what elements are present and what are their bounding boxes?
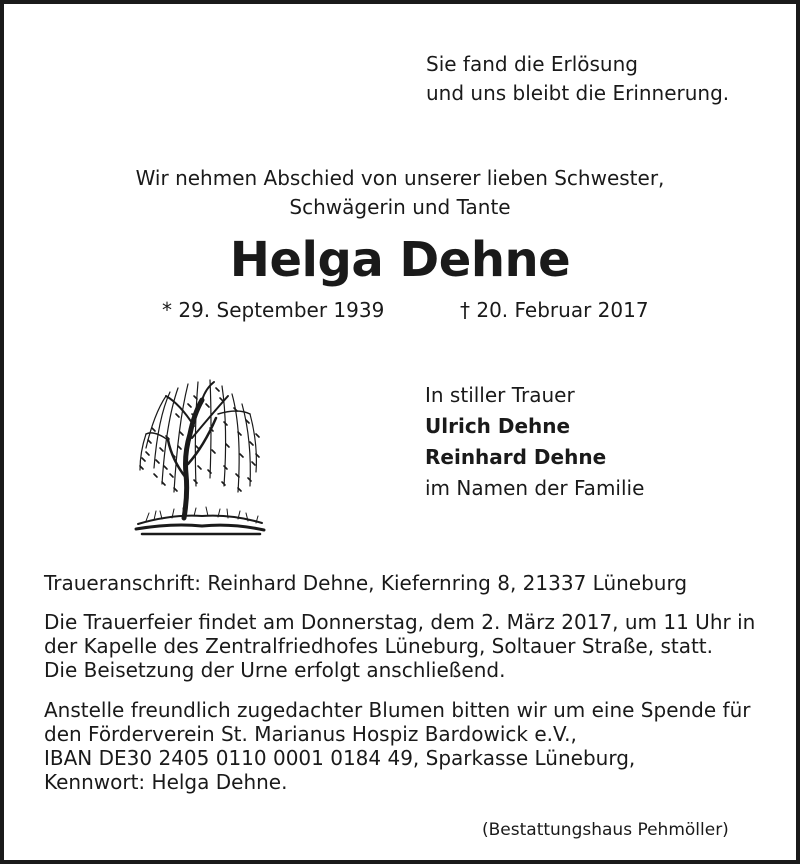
donation-line: den Förderverein St. Marianus Hospiz Bardowick e.V., — [44, 722, 577, 746]
weeping-willow-icon — [132, 374, 268, 538]
mourner-name: Reinhard Dehne — [425, 445, 607, 469]
service-line: Die Beisetzung der Urne erfolgt anschließend. — [44, 658, 506, 682]
motto — [426, 50, 729, 108]
funeral-service-info — [44, 610, 755, 682]
intro-line: Schwägerin und Tante — [289, 195, 511, 219]
donation-line: Anstelle freundlich zugedachter Blumen bitten wir um eine Spende für — [44, 698, 751, 722]
donation-line: Kennwort: Helga Dehne. — [44, 770, 288, 794]
donation-line: IBAN DE30 2405 0110 0001 0184 49, Sparkasse Lüneburg, — [44, 746, 636, 770]
service-line: der Kapelle des Zentralfriedhofes Lüneburg, Soltauer Straße, statt. — [44, 634, 714, 658]
mourners-family: im Namen der Familie — [425, 476, 645, 500]
mourners-intro: In stiller Trauer — [425, 383, 575, 407]
farewell-intro — [4, 164, 796, 222]
service-line: Die Trauerfeier findet am Donnerstag, dem 2. März 2017, um 11 Uhr in — [44, 610, 756, 634]
death-date: † 20. Februar 2017 — [460, 298, 649, 322]
motto-line: und uns bleibt die Erinnerung. — [426, 81, 730, 105]
intro-line: Wir nehmen Abschied von unserer lieben Schwester, — [135, 166, 665, 190]
mourners-block — [425, 380, 644, 504]
motto-line: Sie fand die Erlösung — [426, 52, 638, 76]
mourning-address: Traueranschrift: Reinhard Dehne, Kiefernring 8, 21337 Lüneburg — [44, 571, 688, 595]
donation-info — [44, 698, 750, 794]
birth-date: * 29. September 1939 — [162, 298, 385, 322]
mourner-name: Ulrich Dehne — [425, 414, 571, 438]
deceased-name: Helga Dehne — [229, 232, 571, 288]
funeral-home-credit: (Bestattungshaus Pehmöller) — [482, 820, 729, 840]
